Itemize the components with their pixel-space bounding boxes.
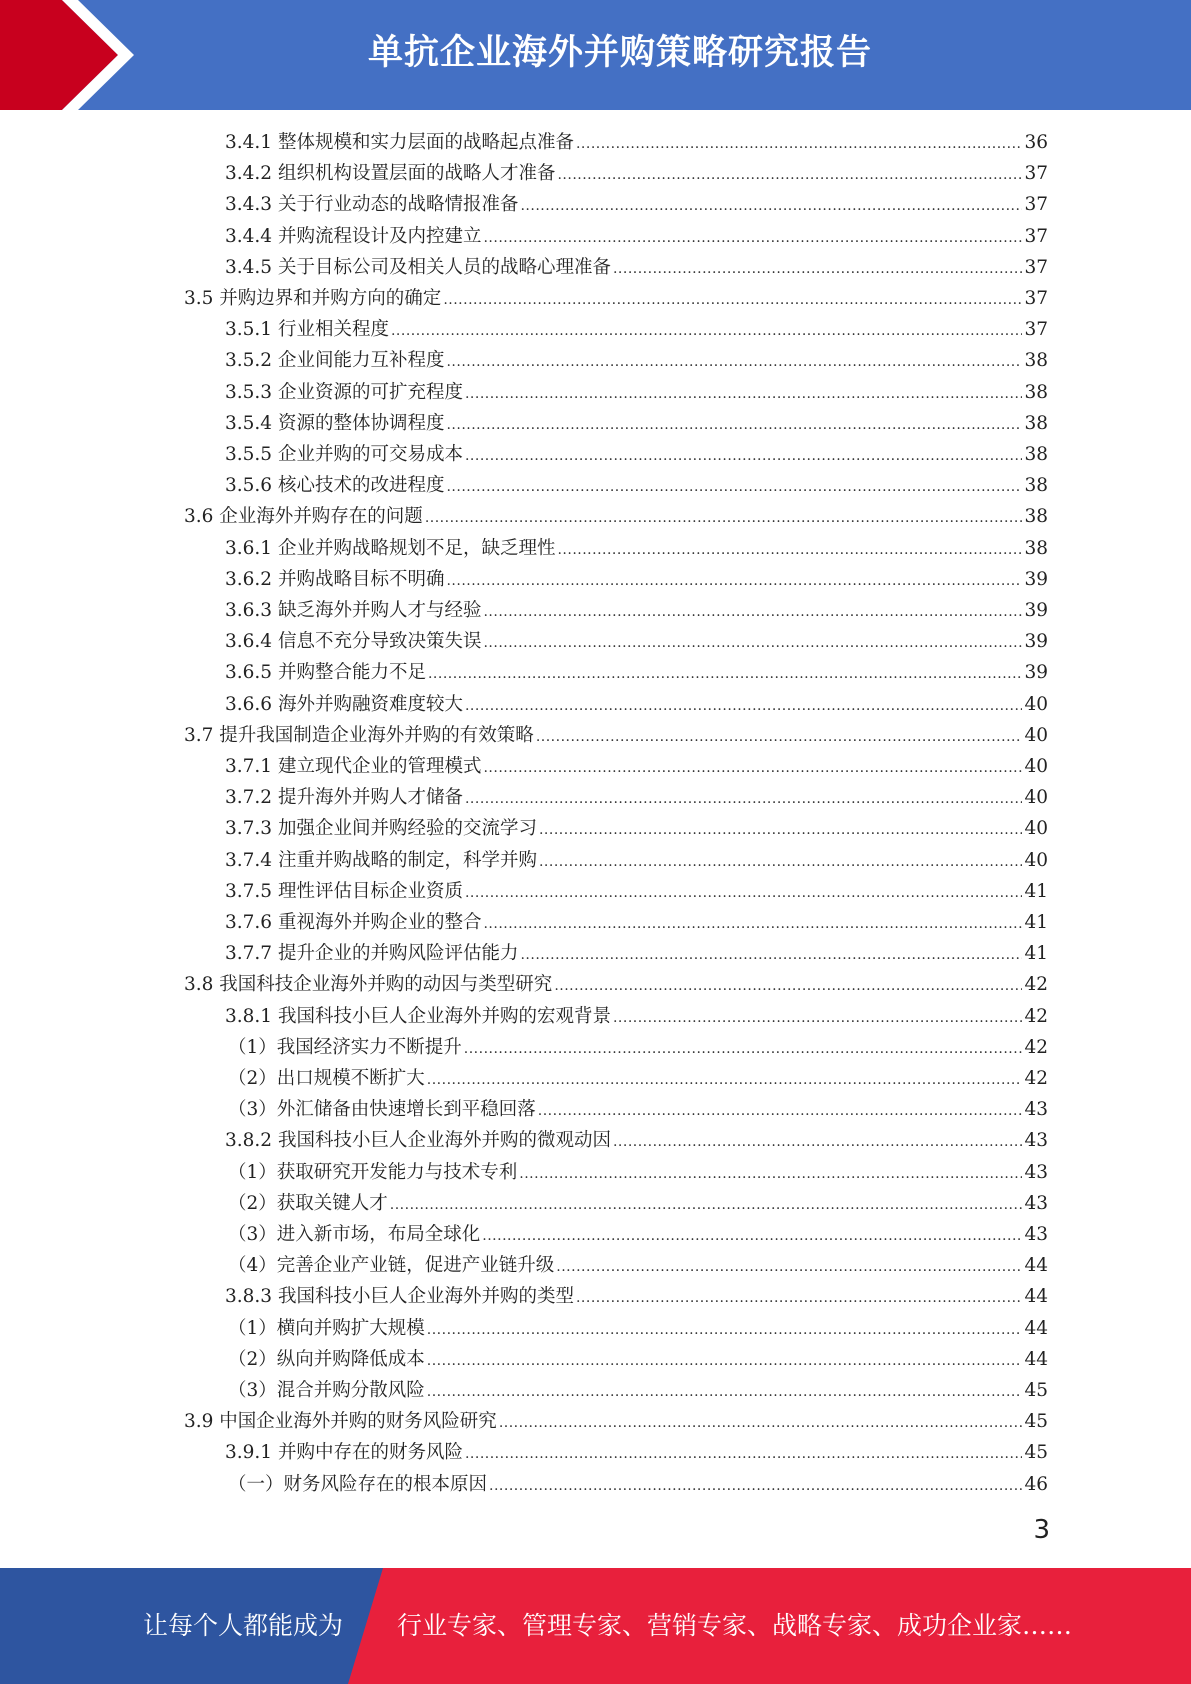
toc-entry-page: 43 bbox=[1024, 1099, 1048, 1121]
toc-entry-label: 3.6.1 企业并购战略规划不足，缺乏理性 bbox=[225, 537, 556, 559]
toc-entry[interactable] bbox=[228, 1220, 1048, 1251]
toc-entry-label: 3.7.1 建立现代企业的管理模式 bbox=[225, 756, 482, 777]
toc-entry[interactable] bbox=[225, 253, 1048, 284]
toc-leader-dots bbox=[499, 1415, 1023, 1431]
toc-entry-label: （2）纵向并购降低成本 bbox=[228, 1348, 425, 1370]
toc-entry[interactable] bbox=[225, 378, 1048, 409]
toc-leader-dots bbox=[446, 479, 1022, 495]
toc-leader-dots bbox=[443, 292, 1022, 308]
footer-slogan-left: 让每个人都能成为 bbox=[143, 1611, 344, 1640]
toc-entry-page: 39 bbox=[1024, 631, 1048, 653]
toc-entry[interactable] bbox=[228, 1158, 1048, 1189]
toc-entry-label: 3.7.3 加强企业间并购经验的交流学习 bbox=[225, 818, 537, 840]
toc-entry[interactable] bbox=[228, 1251, 1048, 1282]
toc-leader-dots bbox=[576, 136, 1022, 152]
toc-leader-dots bbox=[464, 1041, 1023, 1057]
toc-entry-page: 40 bbox=[1024, 787, 1048, 809]
toc-entry-page: 46 bbox=[1024, 1473, 1048, 1495]
toc-entry[interactable] bbox=[225, 1126, 1048, 1157]
toc-entry[interactable] bbox=[225, 222, 1048, 253]
toc-entry-page: 38 bbox=[1024, 381, 1048, 403]
toc-leader-dots bbox=[425, 510, 1023, 526]
toc-entry-page: 43 bbox=[1024, 1192, 1048, 1214]
toc-entry-page: 42 bbox=[1024, 1005, 1048, 1027]
toc-entry[interactable] bbox=[225, 939, 1048, 970]
toc-leader-dots bbox=[446, 354, 1022, 370]
toc-leader-dots bbox=[556, 1259, 1022, 1275]
toc-entry-label: 3.5.2 企业间能力互补程度 bbox=[225, 350, 445, 372]
toc-entry-page: 37 bbox=[1024, 225, 1048, 247]
toc-leader-dots bbox=[465, 698, 1022, 714]
toc-entry-label: 3.6.6 海外并购融资难度较大 bbox=[225, 693, 463, 715]
toc-entry-page: 41 bbox=[1024, 880, 1048, 902]
toc-entry[interactable] bbox=[228, 1095, 1048, 1126]
toc-entry-page: 37 bbox=[1024, 319, 1048, 341]
toc-entry[interactable] bbox=[225, 440, 1048, 471]
toc-leader-dots bbox=[465, 1446, 1022, 1462]
toc-leader-dots bbox=[465, 885, 1022, 901]
toc-entry-page: 38 bbox=[1024, 475, 1048, 497]
toc-leader-dots bbox=[427, 1384, 1023, 1400]
toc-entry-label: 3.7.4 注重并购战略的制定，科学并购 bbox=[225, 849, 537, 871]
toc-entry[interactable] bbox=[228, 1470, 1048, 1501]
toc-entry-label: 3.6.3 缺乏海外并购人才与经验 bbox=[225, 600, 482, 621]
toc-entry-page: 45 bbox=[1024, 1442, 1048, 1464]
toc-entry-label: 3.7.2 提升海外并购人才储备 bbox=[225, 787, 463, 809]
toc-entry-label: （2）获取关键人才 bbox=[228, 1192, 388, 1214]
toc-entry-page: 40 bbox=[1024, 724, 1048, 746]
toc-entry-page: 44 bbox=[1024, 1317, 1048, 1339]
toc-leader-dots bbox=[489, 1478, 1022, 1494]
toc-entry-label: （3）进入新市场，布局全球化 bbox=[228, 1224, 481, 1245]
toc-entry-label: 3.7.5 理性评估目标企业资质 bbox=[225, 880, 463, 902]
toc-leader-dots bbox=[557, 542, 1022, 558]
toc-entry-label: （1）我国经济实力不断提升 bbox=[228, 1036, 462, 1058]
toc-entry-page: 37 bbox=[1024, 163, 1048, 185]
toc-leader-dots bbox=[483, 760, 1022, 776]
header-title: 单抗企业海外并购策略研究报告 bbox=[367, 33, 872, 73]
toc-entry[interactable] bbox=[225, 752, 1048, 783]
toc-entry[interactable] bbox=[184, 284, 1048, 315]
toc-entry-label: （一）财务风险存在的根本原因 bbox=[228, 1473, 488, 1495]
toc-leader-dots bbox=[613, 1010, 1022, 1026]
toc-leader-dots bbox=[427, 1072, 1023, 1088]
toc-leader-dots bbox=[428, 666, 1022, 682]
toc-entry-label: 3.8.2 我国科技小巨人企业海外并购的微观动因 bbox=[225, 1130, 611, 1152]
toc-entry-label: 3.9 中国企业海外并购的财务风险研究 bbox=[184, 1411, 497, 1433]
toc-entry-page: 44 bbox=[1024, 1255, 1048, 1277]
toc-entry[interactable] bbox=[225, 315, 1048, 346]
toc-entry-page: 37 bbox=[1024, 194, 1048, 216]
toc-entry[interactable] bbox=[228, 1033, 1048, 1064]
toc-entry-label: 3.5 并购边界和并购方向的确定 bbox=[184, 288, 442, 309]
page-number: 3 bbox=[1033, 1515, 1050, 1545]
toc-entry[interactable] bbox=[225, 346, 1048, 377]
toc-entry-page: 40 bbox=[1024, 849, 1048, 871]
toc-entry-label: （3）外汇储备由快速增长到平稳回落 bbox=[228, 1099, 536, 1121]
toc-leader-dots bbox=[520, 947, 1022, 963]
toc-entry-page: 40 bbox=[1024, 818, 1048, 840]
toc-leader-dots bbox=[613, 1134, 1022, 1150]
toc-entry-label: （1）横向并购扩大规模 bbox=[228, 1317, 425, 1339]
toc-entry-page: 39 bbox=[1024, 600, 1048, 621]
toc-entry-page: 43 bbox=[1024, 1224, 1048, 1245]
toc-entry-page: 39 bbox=[1024, 568, 1048, 590]
toc-entry-label: （4）完善企业产业链，促进产业链升级 bbox=[228, 1255, 555, 1277]
toc-entry-page: 38 bbox=[1024, 444, 1048, 465]
toc-leader-dots bbox=[483, 916, 1022, 932]
toc-entry-label: 3.9.1 并购中存在的财务风险 bbox=[225, 1442, 463, 1464]
toc-entry-page: 38 bbox=[1024, 412, 1048, 434]
toc-entry-label: 3.4.3 关于行业动态的战略情报准备 bbox=[225, 194, 519, 216]
toc-entry[interactable] bbox=[225, 409, 1048, 440]
toc-entry[interactable] bbox=[225, 1002, 1048, 1033]
toc-entry-label: 3.5.3 企业资源的可扩充程度 bbox=[225, 381, 463, 403]
toc-entry-page: 36 bbox=[1024, 132, 1048, 153]
toc-leader-dots bbox=[391, 323, 1022, 339]
toc-entry-page: 38 bbox=[1024, 506, 1048, 528]
toc-entry[interactable] bbox=[225, 690, 1048, 721]
toc-entry-label: 3.7.6 重视海外并购企业的整合 bbox=[225, 912, 482, 933]
toc-entry[interactable] bbox=[228, 1376, 1048, 1407]
toc-entry-page: 38 bbox=[1024, 537, 1048, 559]
toc-entry-page: 42 bbox=[1024, 974, 1048, 996]
toc-entry-label: 3.6 企业海外并购存在的问题 bbox=[184, 506, 423, 528]
toc-leader-dots bbox=[446, 417, 1022, 433]
toc-leader-dots bbox=[536, 729, 1023, 745]
toc-entry[interactable] bbox=[184, 970, 1048, 1001]
toc-leader-dots bbox=[465, 791, 1022, 807]
toc-leader-dots bbox=[520, 198, 1022, 214]
toc-entry[interactable] bbox=[228, 1345, 1048, 1376]
toc-entry-page: 43 bbox=[1024, 1130, 1048, 1152]
toc-entry-page: 41 bbox=[1024, 912, 1048, 933]
toc-entry-page: 44 bbox=[1024, 1348, 1048, 1370]
toc-entry-page: 38 bbox=[1024, 350, 1048, 372]
toc-entry[interactable] bbox=[184, 721, 1048, 752]
toc-entry[interactable] bbox=[228, 1314, 1048, 1345]
toc-entry-page: 42 bbox=[1024, 1068, 1048, 1089]
toc-leader-dots bbox=[539, 822, 1022, 838]
toc-leader-dots bbox=[613, 261, 1022, 277]
toc-entry-label: 3.8 我国科技企业海外并购的动因与类型研究 bbox=[184, 974, 553, 996]
toc-entry-label: 3.6.5 并购整合能力不足 bbox=[225, 662, 426, 684]
toc-entry[interactable] bbox=[225, 159, 1048, 190]
page-footer bbox=[0, 1568, 1191, 1684]
toc-entry-label: 3.5.1 行业相关程度 bbox=[225, 319, 389, 341]
toc-entry-page: 45 bbox=[1024, 1380, 1048, 1401]
toc-entry-label: 3.8.3 我国科技小巨人企业海外并购的类型 bbox=[225, 1286, 574, 1308]
toc-leader-dots bbox=[482, 1228, 1022, 1244]
toc-entry[interactable] bbox=[225, 908, 1048, 939]
toc-leader-dots bbox=[483, 230, 1022, 246]
toc-entry-label: 3.6.4 信息不充分导致决策失误 bbox=[225, 631, 482, 653]
toc-entry-label: 3.7 提升我国制造企业海外并购的有效策略 bbox=[184, 724, 534, 746]
toc-entry-label: 3.4.5 关于目标公司及相关人员的战略心理准备 bbox=[225, 256, 611, 278]
toc-leader-dots bbox=[465, 386, 1022, 402]
toc-entry[interactable] bbox=[225, 627, 1048, 658]
toc-entry[interactable] bbox=[225, 1282, 1048, 1313]
toc-entry[interactable] bbox=[225, 565, 1048, 596]
toc-entry[interactable] bbox=[225, 658, 1048, 689]
toc-entry-page: 41 bbox=[1024, 943, 1048, 965]
toc-entry[interactable] bbox=[228, 1189, 1048, 1220]
toc-entry-label: 3.6.2 并购战略目标不明确 bbox=[225, 568, 445, 590]
toc-entry[interactable] bbox=[225, 814, 1048, 845]
toc-entry-label: （3）混合并购分散风险 bbox=[228, 1380, 425, 1401]
page-header bbox=[0, 0, 1191, 110]
toc-entry[interactable] bbox=[225, 128, 1048, 159]
toc-entry[interactable] bbox=[225, 846, 1048, 877]
toc-leader-dots bbox=[390, 1197, 1023, 1213]
toc-entry-label: （2）出口规模不断扩大 bbox=[228, 1068, 425, 1089]
toc-entry-page: 40 bbox=[1024, 693, 1048, 715]
toc-leader-dots bbox=[483, 635, 1022, 651]
toc-leader-dots bbox=[483, 604, 1022, 620]
toc-leader-dots bbox=[465, 448, 1022, 464]
toc-entry[interactable] bbox=[225, 783, 1048, 814]
toc-entry-page: 37 bbox=[1024, 288, 1048, 309]
toc-entry[interactable] bbox=[184, 1407, 1048, 1438]
toc-entry[interactable] bbox=[225, 877, 1048, 908]
toc-entry-page: 45 bbox=[1024, 1411, 1048, 1433]
toc-leader-dots bbox=[554, 978, 1022, 994]
toc-entry-label: 3.5.4 资源的整体协调程度 bbox=[225, 412, 445, 434]
footer-slogan-right: 行业专家、管理专家、营销专家、战略专家、成功企业家…… bbox=[397, 1611, 1073, 1640]
toc-entry-label: 3.5.6 核心技术的改进程度 bbox=[225, 475, 445, 497]
toc-leader-dots bbox=[446, 573, 1022, 589]
toc-entry[interactable] bbox=[225, 190, 1048, 221]
toc-leader-dots bbox=[539, 854, 1022, 870]
toc-entry-label: 3.7.7 提升企业的并购风险评估能力 bbox=[225, 943, 519, 965]
toc-leader-dots bbox=[557, 167, 1022, 183]
toc-leader-dots bbox=[576, 1290, 1022, 1306]
toc-entry-page: 40 bbox=[1024, 756, 1048, 777]
toc-leader-dots bbox=[427, 1353, 1023, 1369]
toc-entry[interactable] bbox=[225, 534, 1048, 565]
toc-entry[interactable] bbox=[184, 502, 1048, 533]
toc-entry-label: 3.4.2 组织机构设置层面的战略人才准备 bbox=[225, 163, 556, 185]
toc-leader-dots bbox=[519, 1166, 1022, 1182]
toc-entry-page: 43 bbox=[1024, 1161, 1048, 1183]
toc-entry-label: 3.4.4 并购流程设计及内控建立 bbox=[225, 225, 482, 247]
toc-leader-dots bbox=[427, 1322, 1023, 1338]
toc-entry-page: 42 bbox=[1024, 1036, 1048, 1058]
toc-entry-page: 37 bbox=[1024, 256, 1048, 278]
toc-entry-label: 3.5.5 企业并购的可交易成本 bbox=[225, 444, 463, 465]
toc-leader-dots bbox=[538, 1103, 1023, 1119]
toc-entry-label: 3.4.1 整体规模和实力层面的战略起点准备 bbox=[225, 132, 574, 153]
toc-entry-page: 44 bbox=[1024, 1286, 1048, 1308]
toc-entry-label: 3.8.1 我国科技小巨人企业海外并购的宏观背景 bbox=[225, 1005, 611, 1027]
toc-entry-page: 39 bbox=[1024, 662, 1048, 684]
toc-entry[interactable] bbox=[228, 1064, 1048, 1095]
toc-entry-label: （1）获取研究开发能力与技术专利 bbox=[228, 1161, 518, 1183]
toc-entry[interactable] bbox=[225, 1438, 1048, 1469]
toc-entry[interactable] bbox=[225, 471, 1048, 502]
toc-entry[interactable] bbox=[225, 596, 1048, 627]
